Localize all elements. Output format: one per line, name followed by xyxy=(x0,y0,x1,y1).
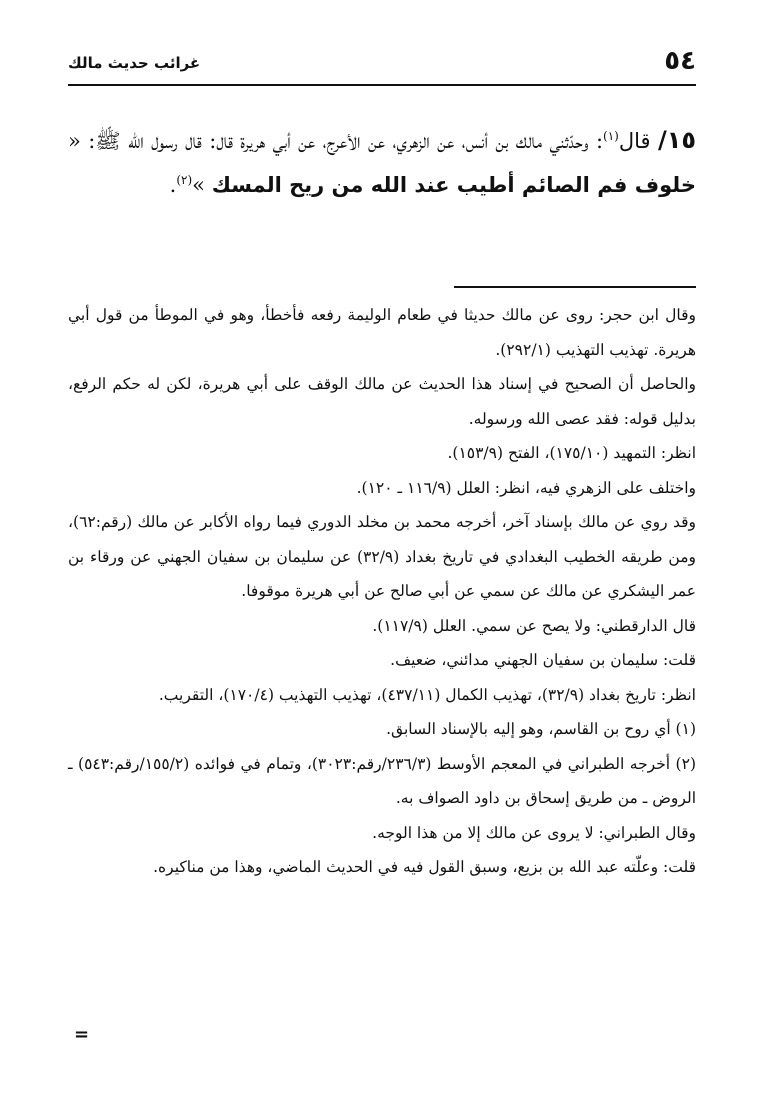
hadith-intro: قال xyxy=(618,129,658,153)
footnote-separator xyxy=(454,286,696,288)
continuation-mark: = xyxy=(74,1024,90,1045)
hadith-closing-quote: » xyxy=(192,173,212,197)
note-paragraph: انظر: التمهيد (١٧٥/١٠)، الفتح (١٥٣/٩). xyxy=(447,444,696,462)
page-number: ٥٤ xyxy=(664,46,696,76)
note-paragraph: انظر: تاريخ بغداد (٣٢/٩)، تهذيب الكمال (٤٣٧/١١)، تهذيب التهذيب (١٧٠/٤)، التقريب. xyxy=(158,685,696,704)
hadith-end: . xyxy=(169,173,177,197)
note-paragraph: وقال الطبراني: لا يروى عن مالك إلا من هذا الوجه. xyxy=(372,823,696,842)
footnote-2: (٢) أخرجه الطبراني في المعجم الأوسط (٢٣٦/٣/رقم:٣٠٢٣)، وتمام في فوائده (١٥٥/٢/رقم:٥٤٣) ـ الروض ـ من طريق إسحاق بن داود الصواف به. xyxy=(68,754,696,807)
footnote-1: (١) أي روح بن القاسم، وهو إليه بالإسناد السابق. xyxy=(386,720,696,738)
note-paragraph: والحاصل أن الصحيح في إسناد هذا الحديث عن مالك الوقف على أبي هريرة، لكن له حكم الرفع، بدليل قوله: فقد عصى الله ورسوله. xyxy=(68,375,696,428)
note-paragraph: وقال ابن حجر: روى عن مالك حديثا في طعام الوليمة رفعه فأخطأ، وهو في الموطأ من قول أبي هريرة. تهذيب التهذيب (٢٩٢/١). xyxy=(68,306,696,359)
hadith-matn: خلوف فم الصائم أطيب عند الله من ريح المسك xyxy=(211,173,696,197)
note-paragraph: قال الدارقطني: ولا يصح عن سمي. العلل (١١٧/٩). xyxy=(372,616,696,635)
note-paragraph: واختلف على الزهري فيه، انظر: العلل (١١٦/٩ ـ ١٢٠). xyxy=(356,478,696,497)
hadith-number: ١٥/ xyxy=(657,126,697,154)
note-paragraph: قلت: سليمان بن سفيان الجهني مدائني، ضعيف. xyxy=(390,651,696,669)
footnote-ref-2: (٢) xyxy=(176,173,193,187)
footnote-ref-1: (١) xyxy=(603,129,619,143)
page-header xyxy=(68,44,696,84)
footnotes xyxy=(68,298,696,885)
note-paragraph: وقد روي عن مالك بإسناد آخر، أخرجه محمد بن مخلد الدوري فيما رواه الأكابر عن مالك (رقم:٦٢)، ومن طريقه الخطيب البغدادي في تاريخ بغداد (٣٢/٩) عن سليمان بن سفيان الجهني عن ورقاء بن عمر اليشكري عن مالك عن سمي عن أبي صالح عن أبي هريرة موقوفا. xyxy=(68,513,696,600)
header-rule xyxy=(68,84,696,86)
hadith-isnad: : وحدّثني مالك بن أنس، عن الزهري، عن الأعرج، عن أبي هريرة قال: قال رسول الله ﷺ: « xyxy=(68,129,604,153)
running-title: غرائب حديث مالك xyxy=(68,54,201,72)
note-paragraph: قلت: وعلّته عبد الله بن بزيع، وسبق القول فيه في الحديث الماضي، وهذا من مناكيره. xyxy=(153,858,696,876)
hadith-text xyxy=(68,118,696,207)
